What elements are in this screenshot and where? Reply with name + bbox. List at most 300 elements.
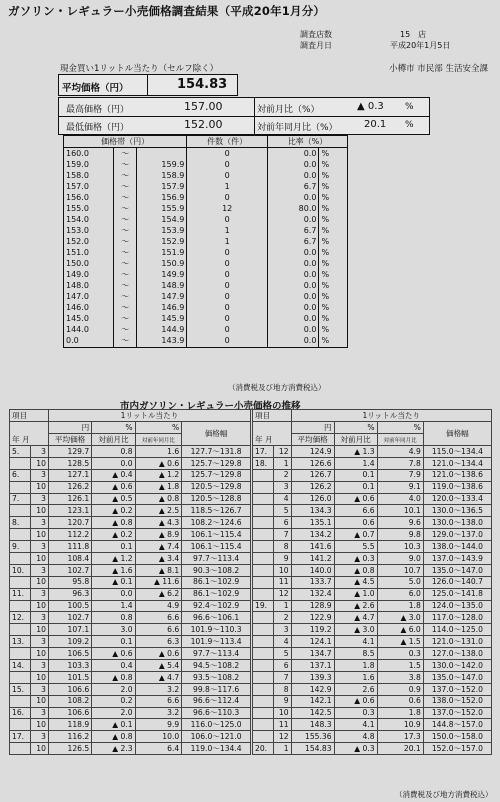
mom-cell: 0.6 xyxy=(334,517,377,529)
avg-price-cell: 128.5 xyxy=(48,457,91,469)
year-cell xyxy=(253,695,274,707)
divider xyxy=(147,75,148,95)
band-tilde: 〜 xyxy=(114,225,137,236)
band-pct: % xyxy=(319,314,348,325)
band-pct: % xyxy=(319,170,348,181)
range-cell: 129.0〜137.0 xyxy=(423,529,491,541)
yoy-cell: 10.1 xyxy=(377,505,423,517)
yoy-cell: 0.9 xyxy=(377,683,423,695)
band-count: 0 xyxy=(187,314,268,325)
band-low: 146.0 xyxy=(64,303,114,314)
month-cell: 10 xyxy=(30,457,48,469)
avg-price-cell: 116.2 xyxy=(48,731,91,743)
avg-price-cell: 126.7 xyxy=(291,469,334,481)
range-cell: 130.0〜136.5 xyxy=(423,505,491,517)
pct-unit: % xyxy=(377,422,423,434)
mom-cell: 0.1 xyxy=(92,541,135,553)
price-band-table xyxy=(63,135,348,348)
avg-price-cell: 139.3 xyxy=(291,671,334,683)
band-pct: % xyxy=(319,281,348,292)
trend-row xyxy=(10,636,251,648)
band-pct: % xyxy=(319,270,348,281)
org-name: 小樽市 市民部 生活安全課 xyxy=(389,64,488,74)
yoy-cell: ▲ 1.2 xyxy=(135,469,182,481)
range-cell: 137.0〜152.0 xyxy=(423,683,491,695)
range-cell: 135.0〜147.0 xyxy=(423,564,491,576)
avg-price-cell: 154.83 xyxy=(291,743,334,755)
trend-row xyxy=(10,743,251,755)
range-cell: 96.6〜106.1 xyxy=(182,612,251,624)
year-cell xyxy=(253,731,274,743)
max-price-label: 最高価格（円） xyxy=(66,105,130,115)
yoy-cell: ▲ 7.4 xyxy=(135,541,182,553)
avg-price-cell: 102.7 xyxy=(48,564,91,576)
mom-cell: 0.4 xyxy=(92,660,135,672)
range-cell: 135.0〜147.0 xyxy=(423,671,491,683)
band-low: 157.0 xyxy=(64,181,114,192)
trend-row xyxy=(253,671,492,683)
range-cell: 92.4〜102.9 xyxy=(182,600,251,612)
band-tilde: 〜 xyxy=(114,236,137,247)
range-cell: 115.0〜134.4 xyxy=(423,446,491,458)
avg-price-cell: 126.6 xyxy=(291,457,334,469)
avg-price-cell: 106.6 xyxy=(48,683,91,695)
trend-row xyxy=(10,469,251,481)
range-cell: 125.7〜129.8 xyxy=(182,457,251,469)
yoy-cell: 1.8 xyxy=(377,707,423,719)
band-low: 156.0 xyxy=(64,192,114,203)
range-cell: 106.1〜115.4 xyxy=(182,541,251,553)
year-cell: 13. xyxy=(10,636,31,648)
band-ratio: 6.7 xyxy=(267,225,318,236)
month-cell: 4 xyxy=(273,636,291,648)
year-cell: 19. xyxy=(253,600,274,612)
band-ratio: 0.0 xyxy=(267,170,318,181)
trend-row xyxy=(253,600,492,612)
price-band-row xyxy=(64,203,348,214)
trend-table-left xyxy=(9,409,251,755)
band-high: 152.9 xyxy=(137,236,187,247)
range-cell: 119.0〜138.6 xyxy=(423,481,491,493)
band-tilde: 〜 xyxy=(114,303,137,314)
trend-row xyxy=(10,553,251,565)
yoy-cell: 4.9 xyxy=(135,600,182,612)
month-cell: 1 xyxy=(273,743,291,755)
page-title: ガソリン・レギュラー小売価格調査結果（平成20年1月分） xyxy=(8,4,326,18)
band-pct: % xyxy=(319,236,348,247)
mom-cell: 0.1 xyxy=(334,481,377,493)
year-cell xyxy=(10,719,31,731)
year-cell xyxy=(253,648,274,660)
price-band-row xyxy=(64,336,348,348)
avg-price-cell: 108.4 xyxy=(48,553,91,565)
band-low: 149.0 xyxy=(64,270,114,281)
mom-cell: ▲ 4.5 xyxy=(334,576,377,588)
yoy-header: 対前年同月比 xyxy=(377,434,423,446)
month-cell: 10 xyxy=(30,600,48,612)
avg-price-cell: 107.1 xyxy=(48,624,91,636)
band-pct: % xyxy=(319,159,348,170)
year-cell xyxy=(253,636,274,648)
pct-unit: % xyxy=(135,422,182,434)
month-cell: 3 xyxy=(273,624,291,636)
trend-row xyxy=(253,719,492,731)
yoy-cell: 6.0 xyxy=(377,588,423,600)
trend-row xyxy=(253,553,492,565)
mom-cell: 3.0 xyxy=(92,624,135,636)
band-count: 0 xyxy=(187,281,268,292)
avg-price-cell: 134.3 xyxy=(291,505,334,517)
band-count: 0 xyxy=(187,270,268,281)
month-cell: 2 xyxy=(273,469,291,481)
band-low: 150.0 xyxy=(64,258,114,269)
month-cell: 9 xyxy=(273,695,291,707)
yoy-cell: 0.6 xyxy=(377,695,423,707)
band-count: 0 xyxy=(187,325,268,336)
avg-price-cell: 148.3 xyxy=(291,719,334,731)
range-cell: 86.1〜102.9 xyxy=(182,576,251,588)
trend-row xyxy=(10,493,251,505)
mom-cell: ▲ 2.6 xyxy=(334,600,377,612)
range-cell: 108.2〜124.6 xyxy=(182,517,251,529)
trend-row xyxy=(10,612,251,624)
yoy-cell: 9.9 xyxy=(135,719,182,731)
price-band-row xyxy=(64,192,348,203)
yoy-cell: 6.4 xyxy=(135,743,182,755)
trend-row xyxy=(253,660,492,672)
band-count: 0 xyxy=(187,247,268,258)
trend-row xyxy=(253,648,492,660)
avg-price-cell: 109.2 xyxy=(48,636,91,648)
trend-row xyxy=(10,529,251,541)
avg-price-cell: 132.4 xyxy=(291,588,334,600)
avg-price-cell: 103.3 xyxy=(48,660,91,672)
year-cell xyxy=(253,624,274,636)
avg-header: 平均価格 xyxy=(48,434,91,446)
band-pct: % xyxy=(319,258,348,269)
month-cell: 5 xyxy=(273,505,291,517)
band-pct: % xyxy=(319,292,348,303)
yoy-cell: 1.6 xyxy=(135,446,182,458)
trend-row xyxy=(253,493,492,505)
year-month-header: 年 月 xyxy=(253,422,292,446)
yoy-cell: ▲ 6.0 xyxy=(377,624,423,636)
range-header: 価格幅 xyxy=(182,422,251,446)
price-band-row xyxy=(64,170,348,181)
year-cell xyxy=(253,612,274,624)
mom-unit: % xyxy=(405,102,414,112)
month-cell: 10 xyxy=(30,671,48,683)
mom-cell: ▲ 0.7 xyxy=(334,529,377,541)
yoy-value: 20.1 xyxy=(364,119,387,130)
mom-cell: ▲ 0.6 xyxy=(334,695,377,707)
stores-value: 15 店 xyxy=(400,30,427,39)
avg-price-cell: 118.9 xyxy=(48,719,91,731)
band-tilde: 〜 xyxy=(114,247,137,258)
mom-cell: ▲ 0.8 xyxy=(92,671,135,683)
trend-row xyxy=(253,457,492,469)
avg-price-cell: 123.1 xyxy=(48,505,91,517)
year-cell: 17. xyxy=(10,731,31,743)
per-liter-header: 1リットル当たり xyxy=(48,410,250,422)
avg-price-cell: 137.1 xyxy=(291,660,334,672)
tax-note: （消費税及び地方消費税込） xyxy=(228,383,326,392)
band-low: 0.0 xyxy=(64,336,114,348)
trend-row xyxy=(253,624,492,636)
band-pct: % xyxy=(319,225,348,236)
count-header: 件数（件） xyxy=(187,136,268,148)
range-cell: 124.0〜135.0 xyxy=(423,600,491,612)
price-band-row xyxy=(64,258,348,269)
yoy-cell: ▲ 0.6 xyxy=(135,648,182,660)
year-cell xyxy=(253,481,274,493)
yoy-cell: 9.6 xyxy=(377,517,423,529)
mom-cell: 6.6 xyxy=(334,505,377,517)
band-ratio: 0.0 xyxy=(267,192,318,203)
year-cell xyxy=(10,505,31,517)
band-high: 156.9 xyxy=(137,192,187,203)
year-cell xyxy=(253,529,274,541)
trend-row xyxy=(253,517,492,529)
year-cell: 20. xyxy=(253,743,274,755)
year-cell: 12. xyxy=(10,612,31,624)
mom-cell: 2.6 xyxy=(334,683,377,695)
yoy-cell: ▲ 3.0 xyxy=(377,612,423,624)
avg-price-cell: 142.5 xyxy=(291,707,334,719)
avg-price-cell: 112.2 xyxy=(48,529,91,541)
month-cell: 11 xyxy=(273,576,291,588)
mom-cell: ▲ 1.3 xyxy=(334,446,377,458)
trend-row xyxy=(253,683,492,695)
month-cell: 3 xyxy=(30,564,48,576)
band-low: 147.0 xyxy=(64,292,114,303)
band-high: 144.9 xyxy=(137,325,187,336)
price-band-row xyxy=(64,214,348,225)
range-cell: 96.6〜112.4 xyxy=(182,695,251,707)
avg-price-cell: 126.0 xyxy=(291,493,334,505)
trend-row xyxy=(253,636,492,648)
mom-cell: ▲ 0.1 xyxy=(92,719,135,731)
year-cell xyxy=(253,493,274,505)
yoy-header: 対前年同月比 xyxy=(135,434,182,446)
band-tilde: 〜 xyxy=(114,181,137,192)
band-count: 1 xyxy=(187,181,268,192)
band-count: 0 xyxy=(187,192,268,203)
year-cell: 16. xyxy=(10,707,31,719)
band-pct: % xyxy=(319,325,348,336)
per-liter-header: 1リットル当たり xyxy=(291,410,491,422)
trend-row xyxy=(10,505,251,517)
price-band-row xyxy=(64,325,348,336)
year-cell: 9. xyxy=(10,541,31,553)
band-low: 158.0 xyxy=(64,170,114,181)
avg-price-cell: 120.7 xyxy=(48,517,91,529)
avg-price-cell: 111.8 xyxy=(48,541,91,553)
price-band-row xyxy=(64,270,348,281)
year-cell xyxy=(253,576,274,588)
date-value: 平成20年1月5日 xyxy=(390,41,451,50)
year-cell xyxy=(253,719,274,731)
band-tilde: 〜 xyxy=(114,336,137,348)
range-cell: 120.5〜129.8 xyxy=(182,481,251,493)
month-cell: 3 xyxy=(30,660,48,672)
band-count: 1 xyxy=(187,225,268,236)
range-cell: 106.0〜121.0 xyxy=(182,731,251,743)
avg-price-cell: 142.1 xyxy=(291,695,334,707)
trend-row xyxy=(10,731,251,743)
yoy-cell: ▲ 8.9 xyxy=(135,529,182,541)
year-cell xyxy=(253,660,274,672)
mom-cell: ▲ 0.6 xyxy=(92,481,135,493)
month-cell: 3 xyxy=(30,731,48,743)
band-ratio: 0.0 xyxy=(267,303,318,314)
avg-price-cell: 155.36 xyxy=(291,731,334,743)
band-count: 0 xyxy=(187,303,268,314)
band-pct: % xyxy=(319,214,348,225)
range-cell: 130.0〜142.0 xyxy=(423,660,491,672)
year-cell xyxy=(10,481,31,493)
band-high: 159.9 xyxy=(137,159,187,170)
range-cell: 125.0〜141.8 xyxy=(423,588,491,600)
yoy-cell: 0.3 xyxy=(377,648,423,660)
year-cell xyxy=(10,695,31,707)
trend-row xyxy=(253,695,492,707)
trend-row xyxy=(253,576,492,588)
band-high: 149.9 xyxy=(137,270,187,281)
ratio-header: 比率（%） xyxy=(267,136,347,148)
month-cell: 12 xyxy=(273,731,291,743)
avg-price-cell: 124.9 xyxy=(291,446,334,458)
year-cell: 18. xyxy=(253,457,274,469)
range-cell: 150.0〜158.0 xyxy=(423,731,491,743)
avg-price-value: 154.83 xyxy=(177,77,228,92)
band-ratio: 0.0 xyxy=(267,292,318,303)
mom-cell: 0.1 xyxy=(92,636,135,648)
range-cell: 127.0〜138.0 xyxy=(423,648,491,660)
mom-cell: 0.1 xyxy=(334,469,377,481)
band-tilde: 〜 xyxy=(114,325,137,336)
range-cell: 120.0〜133.4 xyxy=(423,493,491,505)
avg-price-cell: 135.1 xyxy=(291,517,334,529)
mom-cell: 1.4 xyxy=(334,457,377,469)
yoy-cell: 3.8 xyxy=(377,671,423,683)
mom-value: ▲ 0.3 xyxy=(357,101,384,112)
year-cell: 17. xyxy=(253,446,274,458)
year-cell xyxy=(253,683,274,695)
band-tilde: 〜 xyxy=(114,203,137,214)
yoy-cell: ▲ 1.5 xyxy=(377,636,423,648)
band-ratio: 0.0 xyxy=(267,159,318,170)
year-cell xyxy=(10,743,31,755)
avg-price-cell: 124.1 xyxy=(291,636,334,648)
max-price-value: 157.00 xyxy=(184,100,223,113)
mom-cell: ▲ 1.6 xyxy=(92,564,135,576)
trend-row xyxy=(10,648,251,660)
month-cell: 3 xyxy=(30,636,48,648)
yoy-cell: 10.7 xyxy=(377,564,423,576)
pct-unit: % xyxy=(92,422,135,434)
range-cell: 126.0〜140.7 xyxy=(423,576,491,588)
price-band-row xyxy=(64,303,348,314)
range-cell: 117.0〜128.0 xyxy=(423,612,491,624)
yoy-cell: ▲ 0.6 xyxy=(135,457,182,469)
avg-price-cell: 95.8 xyxy=(48,576,91,588)
range-cell: 93.5〜108.2 xyxy=(182,671,251,683)
year-cell xyxy=(253,505,274,517)
mom-cell: ▲ 0.3 xyxy=(334,743,377,755)
item-header: 項目 xyxy=(253,410,292,422)
band-tilde: 〜 xyxy=(114,159,137,170)
month-cell: 6 xyxy=(273,660,291,672)
month-cell: 8 xyxy=(273,683,291,695)
band-ratio: 0.0 xyxy=(267,336,318,348)
band-pct: % xyxy=(319,203,348,214)
item-header: 項目 xyxy=(10,410,49,422)
year-cell xyxy=(10,671,31,683)
yoy-cell: 5.0 xyxy=(377,576,423,588)
mom-cell: ▲ 3.0 xyxy=(334,624,377,636)
price-stats-box xyxy=(58,97,430,135)
band-ratio: 0.0 xyxy=(267,281,318,292)
yoy-cell: ▲ 8.1 xyxy=(135,564,182,576)
yoy-cell: 9.8 xyxy=(377,529,423,541)
band-high: 150.9 xyxy=(137,258,187,269)
month-cell: 3 xyxy=(30,683,48,695)
range-cell: 106.1〜115.4 xyxy=(182,529,251,541)
trend-row xyxy=(253,469,492,481)
band-ratio: 0.0 xyxy=(267,270,318,281)
trend-row xyxy=(10,564,251,576)
band-high: 157.9 xyxy=(137,181,187,192)
avg-price-box xyxy=(58,74,238,96)
price-band-row xyxy=(64,225,348,236)
month-cell: 1 xyxy=(273,600,291,612)
yoy-cell: ▲ 11.6 xyxy=(135,576,182,588)
year-cell: 6. xyxy=(10,469,31,481)
mom-cell: ▲ 0.1 xyxy=(92,576,135,588)
mom-cell: 2.0 xyxy=(92,683,135,695)
yoy-cell: 10.9 xyxy=(377,719,423,731)
year-cell xyxy=(10,624,31,636)
avg-price-cell: 134.7 xyxy=(291,648,334,660)
mom-cell: 4.8 xyxy=(334,731,377,743)
yoy-cell: 20.1 xyxy=(377,743,423,755)
mom-cell: ▲ 0.8 xyxy=(334,564,377,576)
trend-header-row xyxy=(253,422,492,434)
band-ratio: 0.0 xyxy=(267,258,318,269)
month-cell: 3 xyxy=(30,588,48,600)
range-cell: 121.0〜138.6 xyxy=(423,469,491,481)
trend-row xyxy=(253,505,492,517)
yen-unit: 円 xyxy=(291,422,334,434)
trend-row xyxy=(10,576,251,588)
avg-price-cell: 102.7 xyxy=(48,612,91,624)
range-cell: 152.0〜157.0 xyxy=(423,743,491,755)
mom-cell: ▲ 0.3 xyxy=(334,553,377,565)
band-low: 145.0 xyxy=(64,314,114,325)
month-cell: 10 xyxy=(30,624,48,636)
year-cell: 5. xyxy=(10,446,31,458)
month-cell: 10 xyxy=(273,564,291,576)
range-header: 価格幅 xyxy=(423,422,491,446)
yoy-cell: 17.3 xyxy=(377,731,423,743)
band-ratio: 0.0 xyxy=(267,325,318,336)
band-pct: % xyxy=(319,247,348,258)
band-count: 0 xyxy=(187,214,268,225)
range-cell: 121.0〜131.0 xyxy=(423,636,491,648)
mom-cell: ▲ 0.4 xyxy=(92,469,135,481)
band-ratio: 80.0 xyxy=(267,203,318,214)
